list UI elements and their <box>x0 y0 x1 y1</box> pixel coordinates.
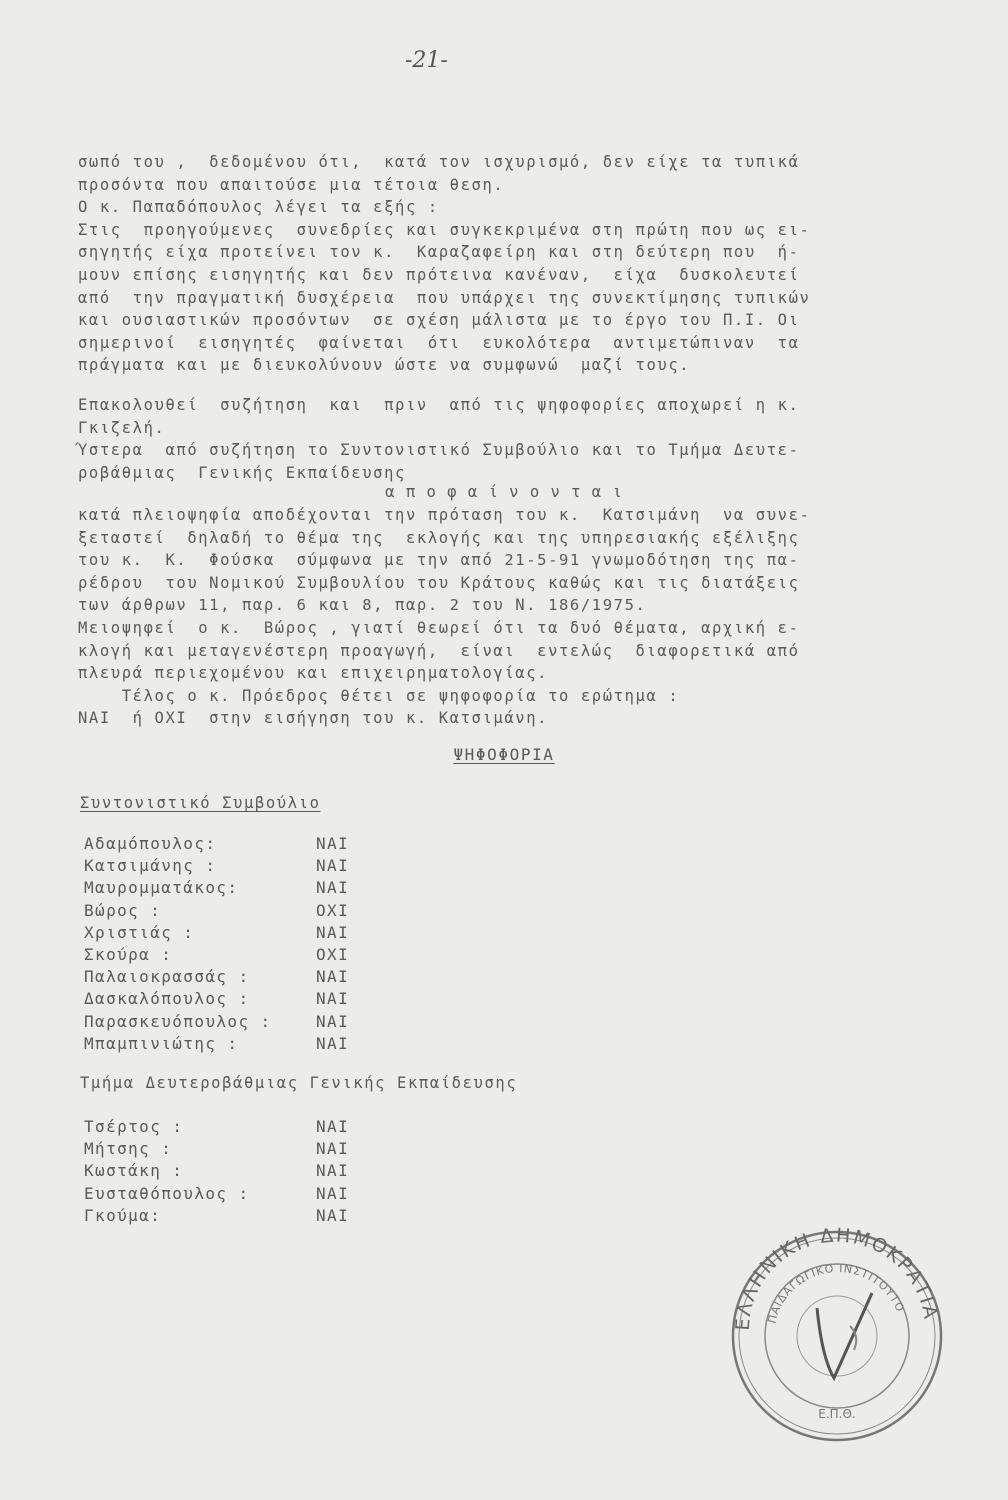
voter-name: Γκούμα: <box>84 1205 162 1225</box>
text-line: σημερινοί εισηγητές φαίνεται ότι ευκολότερα αντιμετώπιναν τα <box>78 333 800 352</box>
group-title-secondary-education: Τμήμα Δευτεροβάθμιας Γενικής Εκπαίδευσης <box>80 1074 518 1092</box>
voter-name: Βώρος : <box>84 900 162 920</box>
vote-value: ΝΑΙ <box>316 1139 350 1159</box>
vote-value: ΝΑΙ <box>316 922 350 942</box>
vote-value: ΝΑΙ <box>316 834 350 853</box>
text-line: μουν επίσης εισηγητής και δεν πρότεινα κανέναν, είχα δυσκολευτεί <box>78 266 800 284</box>
text-line: κατά πλειοψηφία αποδέχονται την πρόταση του κ. Κατσιμάνη να συνε- <box>78 506 811 524</box>
voter-name: Μήτσης : <box>84 1139 173 1159</box>
text-line: από την πραγματική δυσχέρεια που υπάρχει της συνεκτίμησης τυπικών <box>78 288 811 307</box>
text-line: του κ. Κ. Φούσκα σύμφωνα με την από 21-5-91 γνωμοδότηση της πα- <box>78 551 800 570</box>
vote-value: ΟΧΙ <box>316 900 350 920</box>
svg-text:ΠΑΙΔΑΓΩΓΙΚΟ ΙΝΣΤΙΤΟΥΤΟ: ΠΑΙΔΑΓΩΓΙΚΟ ΙΝΣΤΙΤΟΥΤΟ <box>765 1261 908 1325</box>
decision-word: α π ο φ α ί ν ο ν τ α ι <box>385 483 623 501</box>
svg-text:ΕΛΛΗΝΙΚΗ ΔΗΜΟΚΡΑΤΙΑ: ΕΛΛΗΝΙΚΗ ΔΗΜΟΚΡΑΤΙΑ <box>731 1224 942 1332</box>
voter-name: Κατσιμάνης : <box>84 856 217 876</box>
text-line: και ουσιαστικών προσόντων σε σχέση μάλιστα με το έργο του Π.Ι. Οι <box>78 311 800 330</box>
vote-value: ΝΑΙ <box>316 1183 350 1203</box>
vote-value: ΟΧΙ <box>316 945 350 964</box>
voter-name: Δασκαλόπουλος : <box>84 989 250 1009</box>
text-line: Ύστερα από συζήτηση το Συντονιστικό Συμβούλιο και το Τμήμα Δευτε- <box>78 441 800 460</box>
voter-name: Σκούρα : <box>84 945 173 964</box>
text-line: ροβάθμιας Γενικής Εκπαίδευσης <box>78 463 406 482</box>
group-title-coordinating-council: Συντονιστικό Συμβούλιο <box>80 794 321 812</box>
text-line: ΝΑΙ ή ΟΧΙ στην εισήγηση του κ. Κατσιμάνη. <box>78 709 549 728</box>
voter-name: Παρασκευόπουλος : <box>84 1011 272 1031</box>
voter-name: Μπαμπινιώτης : <box>84 1033 239 1053</box>
text-line: κλογή και μεταγενέστερη προαγωγή, είναι εντελώς διαφορετικά από <box>78 641 800 660</box>
svg-text:Ε.Π.Θ.: Ε.Π.Θ. <box>818 1407 856 1421</box>
vote-value: ΝΑΙ <box>316 1011 350 1031</box>
vote-value: ΝΑΙ <box>316 967 350 987</box>
text-line: ρέδρου του Νομικού Συμβουλίου του Κράτους καθώς και τις διατάξεις <box>78 573 800 592</box>
vote-heading: ΨΗΦΟΦΟΡΙΑ <box>453 745 555 764</box>
official-seal-stamp <box>722 1218 952 1448</box>
text-line: Γκιζελή. <box>78 418 166 437</box>
text-line: Μειοψηφεί ο κ. Βώρος , γιατί θεωρεί ότι τα δυό θέματα, αρχική ε- <box>78 619 800 637</box>
text-line: πλευρά περιεχομένου και επιχειρηματολογίας. <box>78 664 549 683</box>
text-line: σηγητής είχα προτείνει τον κ. Καραζαφείρη και στη δεύτερη που ή- <box>78 243 800 262</box>
vote-value: ΝΑΙ <box>316 989 350 1009</box>
text-line: σωπό του , δεδομένου ότι, κατά τον ισχυρισμό, δεν είχε τα τυπικά <box>78 153 800 171</box>
voter-name: Αδαμόπουλος: <box>84 834 217 853</box>
text-line: Στις προηγούμενες συνεδρίες και συγκεκριμένα στη πρώτη που ως ει- <box>78 220 811 239</box>
voter-name: Χριστιάς : <box>84 922 195 942</box>
voter-name: Μαυρομματάκος: <box>84 878 239 898</box>
text-line: Τέλος ο κ. Πρόεδρος θέτει σε ψηφοφορία το ερώτημα : <box>78 686 680 705</box>
voter-name: Παλαιοκρασσάς : <box>84 967 250 987</box>
vote-value: ΝΑΙ <box>316 878 350 898</box>
vote-value: ΝΑΙ <box>316 1205 350 1225</box>
text-line: πράγματα και με διευκολύνουν ώστε να συμφωνώ μαζί τους. <box>78 356 691 375</box>
vote-value: ΝΑΙ <box>316 1161 350 1181</box>
page-number: -21- <box>405 48 448 73</box>
voter-name: Κωστάκη : <box>84 1161 184 1181</box>
text-line: Ο κ. Παπαδόπουλος λέγει τα εξής : <box>78 198 439 217</box>
vote-value: ΝΑΙ <box>316 1117 350 1136</box>
text-line: ξεταστεί δηλαδή το θέμα της εκλογής και της υπηρεσιακής εξέλιξης <box>78 528 800 547</box>
vote-value: ΝΑΙ <box>316 1033 350 1053</box>
text-line: προσόντα που απαιτούσε μια τέτοια θεση. <box>78 175 505 194</box>
vote-value: ΝΑΙ <box>316 856 350 876</box>
text-line: Επακολουθεί συζήτηση και πριν από τις ψηφοφορίες αποχωρεί η κ. <box>78 396 800 414</box>
text-line: των άρθρων 11, παρ. 6 και 8, παρ. 2 του Ν. 186/1975. <box>78 596 647 615</box>
voter-name: Ευσταθόπουλος : <box>84 1183 250 1203</box>
voter-name: Τσέρτος : <box>84 1117 184 1136</box>
